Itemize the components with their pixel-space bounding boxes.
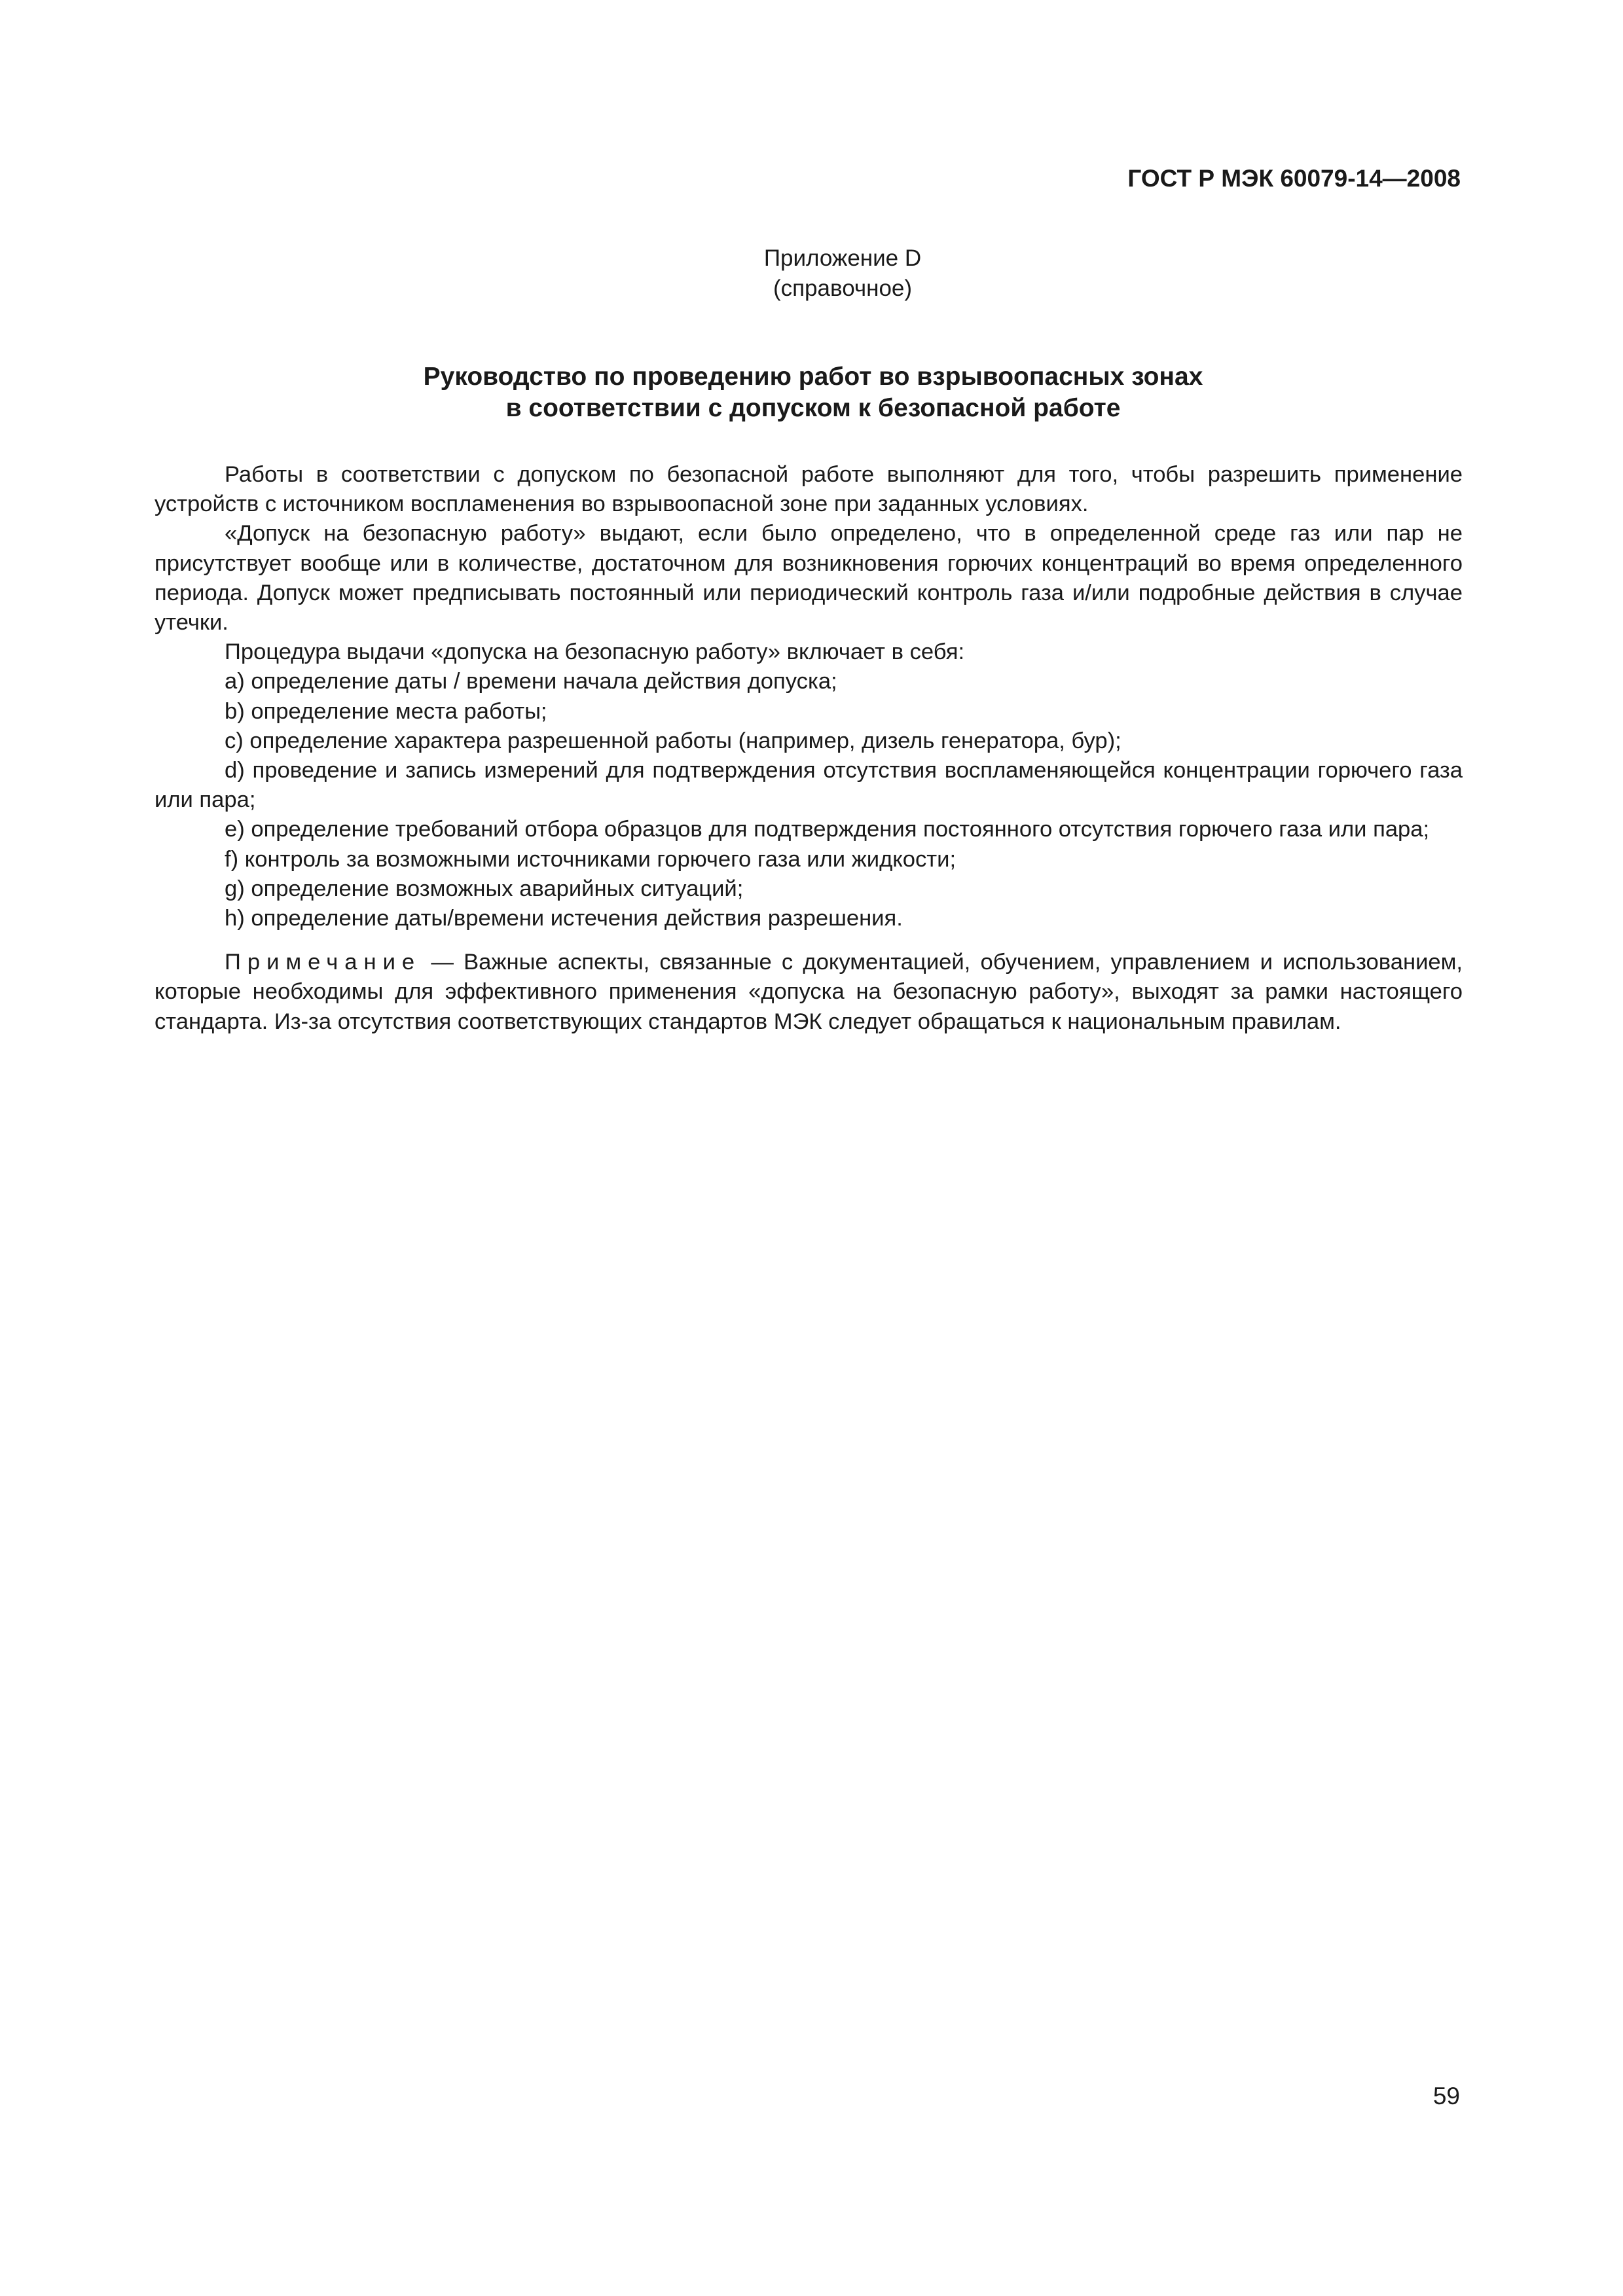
annex-kind: (справочное) bbox=[773, 276, 913, 301]
paragraph-2: «Допуск на безопасную работу» выдают, если было определено, что в определенной среде газ или пар не присутствует вообще или в количестве, достаточном для возникновения горючих концентраций во время определенного периода. Допуск может предписывать постоянный или периодический контроль газа и/или подробные действия в случае утечки. bbox=[155, 521, 1463, 636]
annex-heading bbox=[0, 243, 1623, 304]
list-item-c: c) определение характера разрешенной работы (например, дизель генератора, бур); bbox=[225, 728, 1122, 753]
list-item-h: h) определение даты/времени истечения действия разрешения. bbox=[225, 906, 903, 931]
list-item-g: g) определение возможных аварийных ситуаций; bbox=[225, 876, 744, 901]
annex-title: Приложение D bbox=[763, 245, 922, 271]
page-number: 59 bbox=[1432, 2083, 1460, 2109]
paragraph-3: Процедура выдачи «допуска на безопасную работу» включает в себя: bbox=[225, 639, 965, 665]
list-item-f: f) контроль за возможными источниками горючего газа или жидкости; bbox=[225, 846, 957, 872]
section-title-line-1: Руководство по проведению работ во взрывоопасных зонах bbox=[423, 363, 1203, 391]
section-title-line-2: в соответствии с допуском к безопасной работе bbox=[505, 394, 1121, 422]
list-item-d: d) проведение и запись измерений для подтверждения отсутствия воспламеняющейся концентрации горючего газа или пара; bbox=[155, 758, 1463, 813]
note-text: — Важные аспекты, связанные с документацией, обучением, управлением и использованием, которые необходимы для эффективного применения «допуска на безопасную работу», выходят за рамки настоящего стандарта. Из-за отсутствия соответствующих стандартов МЭК следует обращаться к национальным правилам. bbox=[155, 950, 1463, 1034]
list-item-a: a) определение даты / времени начала действия допуска; bbox=[225, 669, 837, 694]
paragraph-1: Работы в соответствии с допуском по безопасной работе выполняют для того, чтобы разрешить применение устройств с источником воспламенения во взрывоопасной зоне при заданных условиях. bbox=[155, 462, 1463, 517]
note-paragraph bbox=[155, 948, 1463, 1037]
document-code-header: ГОСТ Р МЭК 60079-14—2008 bbox=[1127, 165, 1461, 192]
body-text bbox=[155, 460, 1463, 1037]
note-label: Примечание bbox=[225, 950, 422, 975]
list-item-b: b) определение места работы; bbox=[225, 698, 547, 724]
list-item-e: e) определение требований отбора образцов для подтверждения постоянного отсутствия горючего газа или пара; bbox=[225, 817, 1430, 842]
section-title bbox=[0, 361, 1623, 424]
